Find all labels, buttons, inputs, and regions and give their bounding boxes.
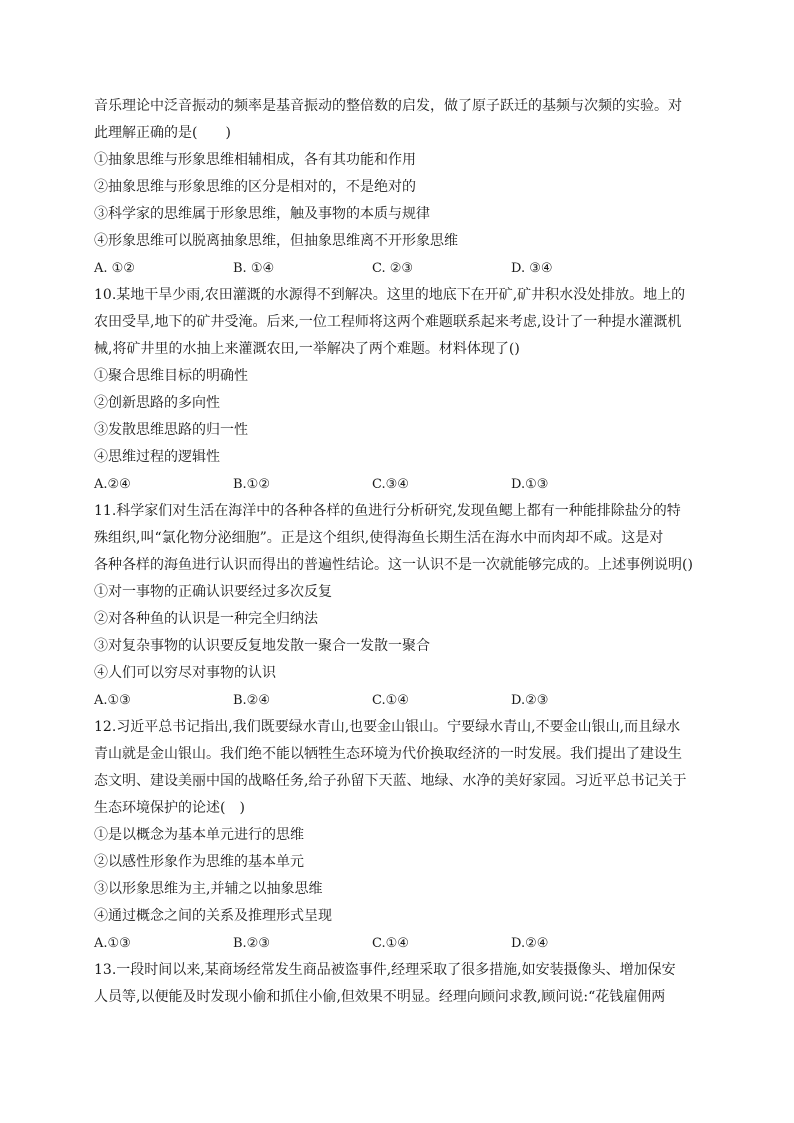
option-b: B.①② — [233, 477, 270, 492]
statement-item: ②抽象思维与形象思维的区分是相对的，不是绝对的 — [94, 179, 416, 195]
option-c: C. ②③ — [372, 261, 414, 276]
option-d: D. ③④ — [511, 261, 553, 276]
statement-item: ①抽象思维与形象思维相辅相成，各有其功能和作用 — [94, 152, 416, 168]
question-stem-line: 青山就是金山银山。我们绝不能以牺牲生态环境为代价换取经济的一时发展。我们提出了建设生 — [94, 746, 682, 762]
answer-options — [94, 471, 704, 498]
statement-item: ③以形象思维为主,并辅之以抽象思维 — [94, 881, 323, 897]
option-c: C.①④ — [372, 936, 409, 951]
option-c: C.①④ — [372, 693, 409, 708]
answer-options — [94, 930, 704, 957]
question-stem-line: 各种各样的海鱼进行认识而得出的普遍性结论。这一认识不是一次就能够完成的。上述事例说明() — [94, 557, 693, 573]
statement-item: ④人们可以穷尽对事物的认识 — [94, 665, 276, 681]
statement-item: ④通过概念之间的关系及推理形式呈现 — [94, 908, 332, 924]
statement-item: ②创新思路的多向性 — [94, 395, 220, 411]
statement-item: ②以感性形象作为思维的基本单元 — [94, 854, 304, 870]
option-a: A.①③ — [94, 693, 131, 708]
answer-options — [94, 255, 704, 282]
question-stem-line: 12.习近平总书记指出,我们既要绿水青山,也要金山银山。宁要绿水青山,不要金山银山,而且绿水 — [94, 719, 681, 735]
statement-item: ③科学家的思维属于形象思维，触及事物的本质与规律 — [94, 206, 430, 222]
statement-item: ①对一事物的正确认识要经过多次反复 — [94, 584, 332, 600]
answer-options — [94, 687, 704, 714]
question-stem-line: 殊组织,叫“氯化物分泌细胞”。正是这个组织,使得海鱼长期生活在海水中而肉却不咸。这是对 — [94, 530, 664, 546]
question-stem-line: 农田受旱,地下的矿井受淹。后来,一位工程师将这两个难题联系起来考虑,设计了一种提水灌溉机 — [94, 314, 682, 330]
question-stem-line: 音乐理论中泛音振动的频率是基音振动的整倍数的启发，做了原子跃迁的基频与次频的实验。对 — [94, 98, 682, 114]
question-11 — [94, 498, 704, 714]
question-stem-line: 态文明、建设美丽中国的战略任务,给子孙留下天蓝、地绿、水净的美好家园。习近平总书记关于 — [94, 773, 687, 789]
question-stem-line: 11.科学家们对生活在海洋中的各种各样的鱼进行分析研究,发现鱼鳃上都有一种能排除盐分的特 — [94, 503, 681, 519]
option-b: B. ①④ — [233, 261, 275, 276]
statement-item: ③发散思维思路的归一性 — [94, 422, 248, 438]
statement-item: ④形象思维可以脱离抽象思维，但抽象思维离不开形象思维 — [94, 233, 458, 249]
question-stem-line: 10.某地干旱少雨,农田灌溉的水源得不到解决。这里的地底下在开矿,矿井积水没处排放。地上的 — [94, 287, 686, 303]
option-c: C.③④ — [372, 477, 409, 492]
question-10 — [94, 282, 704, 498]
question-stem-line: 械,将矿井里的水抽上来灌溉农田,一举解决了两个难题。材料体现了() — [94, 341, 520, 357]
question-9 — [94, 93, 704, 282]
question-13 — [94, 957, 704, 1011]
statement-item: ④思维过程的逻辑性 — [94, 449, 220, 465]
option-d: D.②③ — [511, 693, 549, 708]
statement-item: ③对复杂事物的认识要反复地发散一聚合一发散一聚合 — [94, 638, 430, 654]
option-d: D.①③ — [511, 477, 549, 492]
option-b: B.②③ — [233, 936, 270, 951]
statement-item: ①是以概念为基本单元进行的思维 — [94, 827, 304, 843]
option-d: D.②④ — [511, 936, 549, 951]
option-a: A. ①② — [94, 261, 135, 276]
question-stem-line: 人员等,以便能及时发现小偷和抓住小偷,但效果不明显。经理向顾问求教,顾问说:“花钱雇佣两 — [94, 989, 666, 1005]
statement-item: ②对各种鱼的认识是一种完全归纳法 — [94, 611, 318, 627]
option-b: B.②④ — [233, 693, 270, 708]
question-stem-line: 13.一段时间以来,某商场经常发生商品被盗事件,经理采取了很多措施,如安装摄像头、增加保安 — [94, 962, 676, 978]
option-a: A.②④ — [94, 477, 131, 492]
question-12 — [94, 714, 704, 957]
question-stem-line: 生态环境保护的论述( ) — [94, 800, 245, 816]
question-stem-line: 此理解正确的是( ) — [94, 125, 231, 141]
statement-item: ①聚合思维目标的明确性 — [94, 368, 248, 384]
option-a: A.①③ — [94, 936, 131, 951]
